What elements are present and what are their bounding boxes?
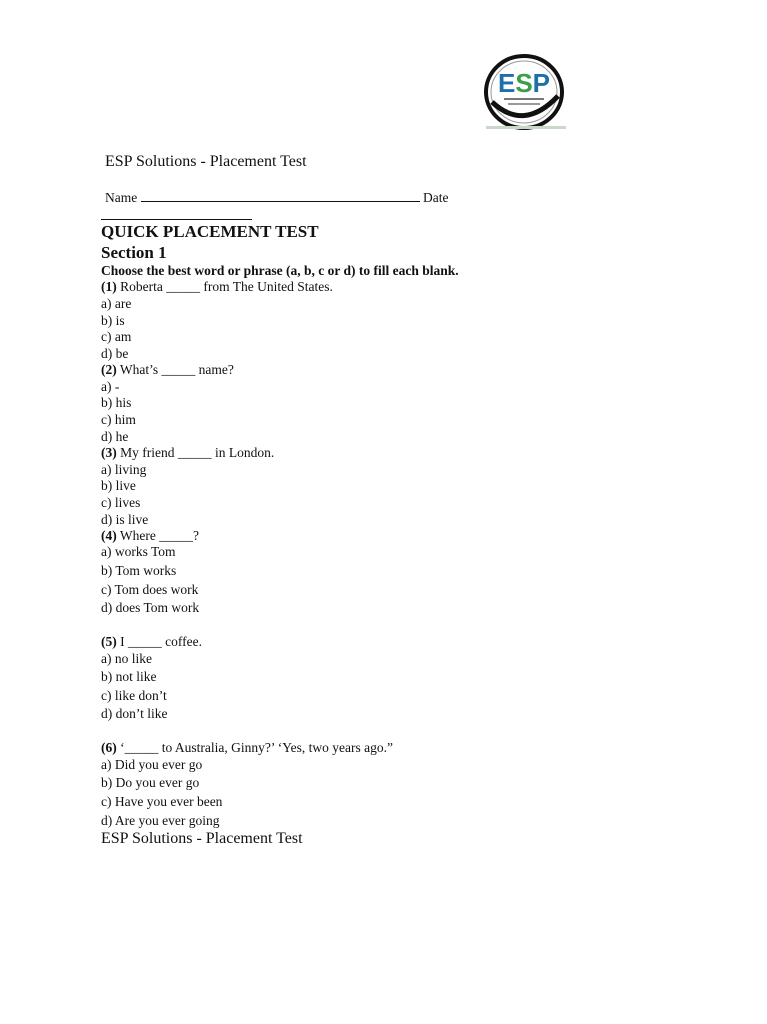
question-number: (1) [101,279,117,294]
answer-option[interactable]: d) Are you ever going [101,813,220,828]
question-number: (5) [101,634,117,649]
svg-text:ESP: ESP [497,68,551,98]
answer-option[interactable]: b) Do you ever go [101,775,200,790]
question-number: (6) [101,740,117,755]
page-footer: ESP Solutions - Placement Test [101,830,303,847]
name-label: Name [105,190,138,205]
answer-option[interactable]: c) like don’t [101,688,167,703]
answer-option[interactable]: a) - [101,379,120,394]
name-blank-line [141,189,420,202]
question-4 [101,528,199,544]
question-stem: I _____ coffee. [120,634,202,649]
answer-option[interactable]: b) Tom works [101,563,177,578]
answer-option[interactable]: c) am [101,329,132,344]
date-blank-line [101,219,252,220]
answer-option[interactable]: c) him [101,412,136,427]
question-stem: Roberta _____ from The United States. [120,279,333,294]
question-6 [101,740,393,756]
answer-option[interactable]: c) lives [101,495,141,510]
answer-option[interactable]: a) no like [101,651,152,666]
question-stem: ‘_____ to Australia, Ginny?’ ‘Yes, two years ago.” [120,740,393,755]
answer-option[interactable]: c) Have you ever been [101,794,223,809]
instruction-text: Choose the best word or phrase (a, b, c or d) to fill each blank. [101,263,459,278]
question-stem: What’s _____ name? [119,362,234,377]
question-5 [101,634,202,650]
answer-option[interactable]: d) he [101,429,129,444]
question-2 [101,362,234,378]
answer-option[interactable]: d) does Tom work [101,600,200,615]
answer-option[interactable]: a) are [101,296,132,311]
question-number: (2) [101,362,117,377]
question-stem: My friend _____ in London. [120,445,275,460]
answer-option[interactable]: b) is [101,313,125,328]
test-heading: QUICK PLACEMENT TEST [101,222,319,241]
esp-logo [482,50,566,134]
answer-option[interactable]: d) don’t like [101,706,168,721]
answer-option[interactable]: a) Did you ever go [101,757,203,772]
page-title: ESP Solutions - Placement Test [105,153,307,170]
name-date-field [105,189,448,206]
answer-option[interactable]: c) Tom does work [101,582,199,597]
answer-option[interactable]: a) living [101,462,147,477]
answer-option[interactable]: d) is live [101,512,149,527]
answer-option[interactable]: b) live [101,478,136,493]
section-heading: Section 1 [101,243,167,262]
logo-tagline-decoration [486,126,566,129]
answer-option[interactable]: b) his [101,395,132,410]
answer-option[interactable]: a) works Tom [101,544,176,559]
question-1 [101,279,333,295]
question-number: (4) [101,528,117,543]
answer-option[interactable]: d) be [101,346,129,361]
date-label: Date [422,190,449,205]
question-number: (3) [101,445,117,460]
question-stem: Where _____? [119,528,199,543]
question-3 [101,445,274,461]
answer-option[interactable]: b) not like [101,669,157,684]
